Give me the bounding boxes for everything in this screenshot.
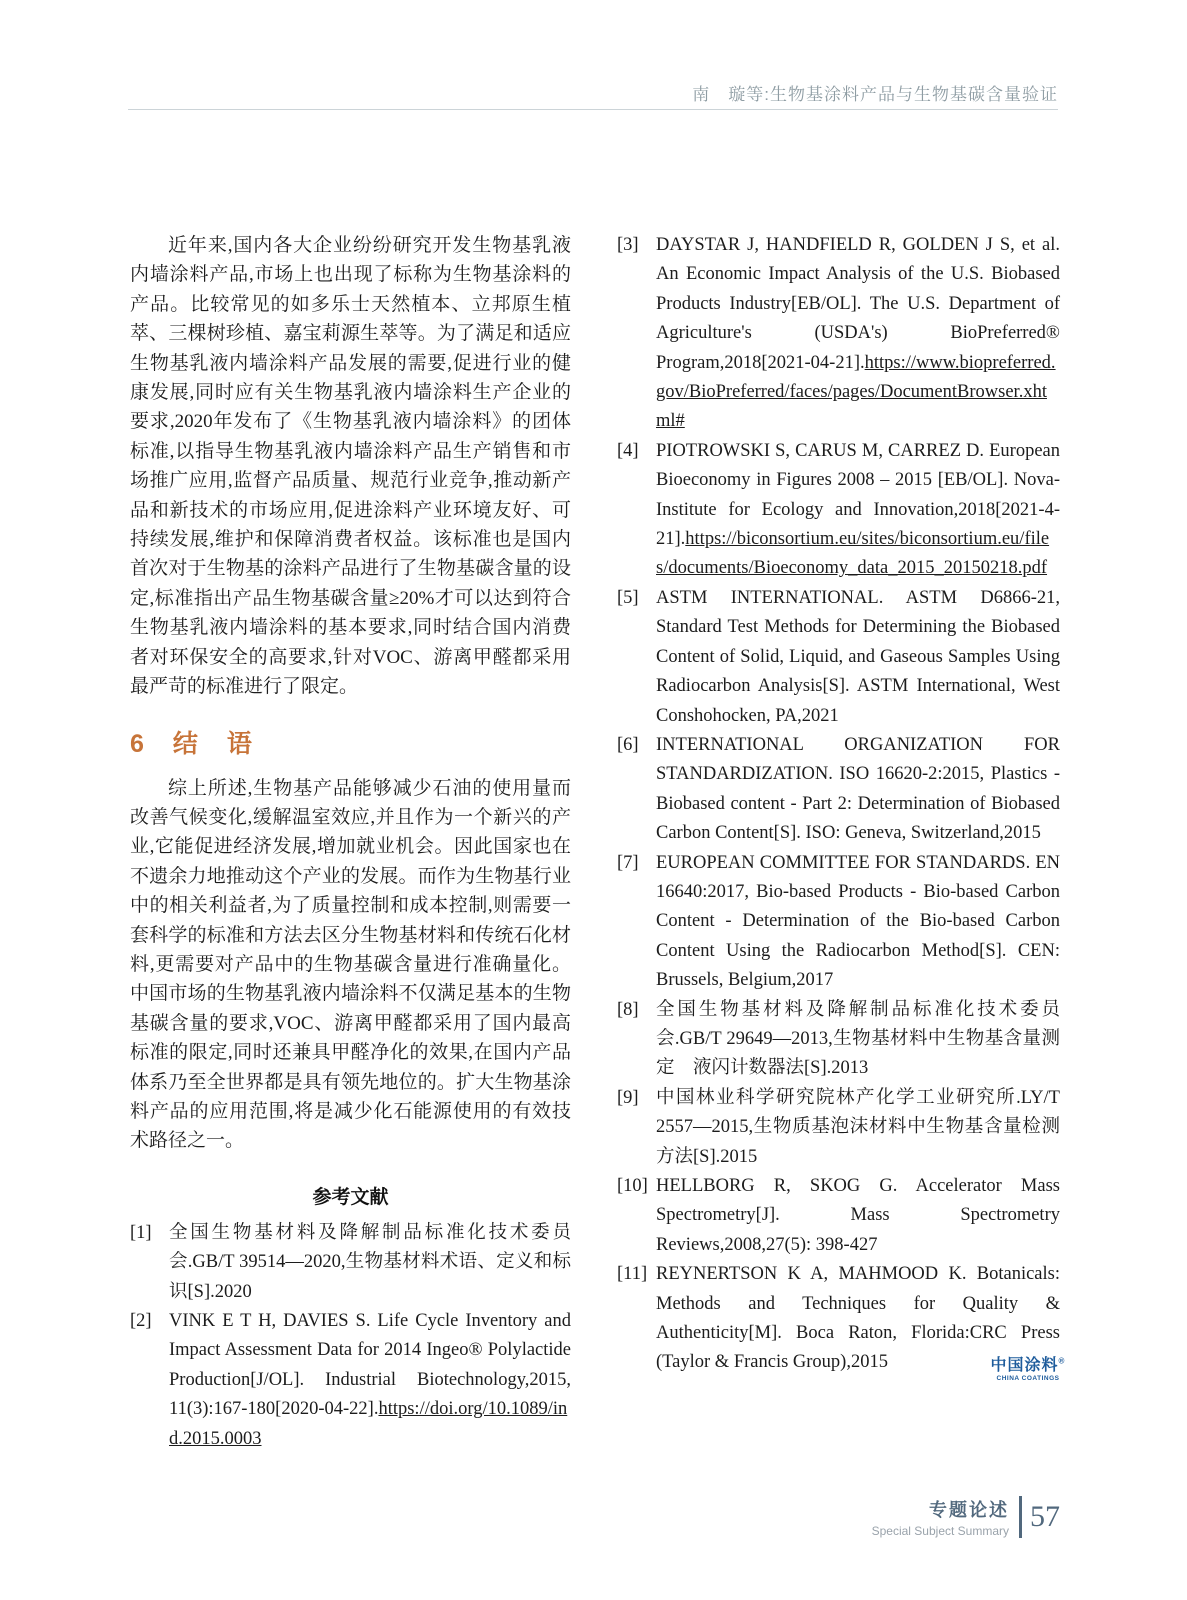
section-heading-conclusion: 6 结 语	[130, 729, 254, 758]
reference-item	[617, 731, 1060, 849]
reference-text: ASTM INTERNATIONAL. ASTM D6866-21, Standard Test Methods for Determining the Biobased Content of Solid, Liquid, and Gaseous Samples Using Radiocarbon Analysis[S]. ASTM International, West Conshohocken, PA,2021	[656, 587, 1060, 726]
reference-item	[617, 996, 1060, 1084]
reference-item	[130, 1219, 571, 1307]
left-column	[130, 231, 571, 1454]
journal-logo-name: 中国涂料	[990, 1357, 1059, 1374]
reference-text: HELLBORG R, SKOG G. Accelerator Mass Spectrometry[J]. Mass Spectrometry Reviews,2008,27(5): 398-427	[656, 1176, 1060, 1255]
reference-url-link[interactable]: https://www.biopreferred.gov/BioPreferred/faces/pages/DocumentBrowser.xhtml#	[656, 352, 1056, 432]
reference-text: VINK E T H, DAVIES S. Life Cycle Inventory and Impact Assessment Data for 2014 Ingeo® Polylactide Production[J/OL]. Industrial Biotechnology,2015, 11(3):167-180[2020-04-22].	[169, 1311, 571, 1420]
reference-text: INTERNATIONAL ORGANIZATION FOR STANDARDIZATION. ISO 16620-2:2015, Plastics - Biobased content - Part 2: Determination of Biobased Carbon Content[S]. ISO: Geneva, Switzerland,2015	[656, 734, 1060, 844]
footer-tag-cn: 专题论述	[929, 1500, 1009, 1520]
reference-item	[617, 1084, 1060, 1172]
reference-number: [8]	[617, 999, 639, 1020]
body-paragraph-intro: 近年来,国内各大企业纷纷研究开发生物基乳液内墙涂料产品,市场上也出现了标称为生物基涂料的产品。比较常见的如多乐士天然植本、立邦原生植萃、三棵树珍植、嘉宝莉源生萃等。为了满足和适应生物基乳液内墙涂料产品发展的需要,促进行业的健康发展,同时应有关生物基乳液内墙涂料生产企业的要求,2020年发布了《生物基乳液内墙涂料》的团体标准,以指导生物基乳液内墙涂料产品生产销售和市场推广应用,监督产品质量、规范行业竞争,推动新产品和新技术的市场应用,促进涂料产业环境友好、可持续发展,维护和保障消费者权益。该标准也是国内首次对于生物基的涂料产品进行了生物基碳含量的设定,标准指出产品生物基碳含量≥20%才可以达到符合生物基乳液内墙涂料的基本要求,同时结合国内消费者对环保安全的高要求,针对VOC、游离甲醛都采用最严苛的标准进行了限定。	[130, 235, 571, 698]
reference-item	[617, 584, 1060, 731]
reference-text: EUROPEAN COMMITTEE FOR STANDARDS. EN 16640:2017, Bio-based Products - Bio-based Carbon Content - Determination of the Bio-based Carbon Content Using the Radiocarbon Method[S]. CEN: Brussels, Belgium,2017	[656, 852, 1060, 991]
reference-item	[130, 1307, 571, 1454]
footer-section-tags	[872, 1496, 1009, 1538]
reference-number: [9]	[617, 1087, 639, 1108]
reference-text: 全国生物基材料及降解制品标准化技术委员会.GB/T 29649—2013,生物基材料中生物基含量测定 液闪计数器法[S].2013	[656, 999, 1060, 1079]
reference-number: [7]	[617, 852, 639, 873]
header-divider-rule	[128, 109, 1058, 110]
reference-url-link[interactable]: https://biconsortium.eu/sites/biconsortium.eu/files/documents/Bioeconomy_data_2015_20150218.pdf	[656, 529, 1050, 579]
journal-logo-cn-text	[988, 1352, 1068, 1375]
page-number: 57	[1030, 1500, 1060, 1533]
reference-list-right	[617, 231, 1060, 1378]
running-header-title: 南 璇等:生物基涂料产品与生物基碳含量验证	[692, 85, 1058, 104]
reference-text: REYNERTSON K A, MAHMOOD K. Botanicals: Methods and Techniques for Quality & Authenticity[M]. Boca Raton, Florida:CRC Press (Taylor & Francis Group),2015	[656, 1264, 1060, 1373]
journal-logo-en-text: CHINA COATINGS	[996, 1375, 1060, 1382]
reference-url-link[interactable]: https://doi.org/10.1089/ind.2015.0003	[169, 1399, 568, 1449]
footer-tag-en: Special Subject Summary	[871, 1524, 1009, 1538]
reference-number: [3]	[617, 235, 639, 255]
reference-number: [5]	[617, 587, 639, 608]
reference-text: 全国生物基材料及降解制品标准化技术委员会.GB/T 39514—2020,生物基材料术语、定义和标识[S].2020	[169, 1222, 571, 1302]
reference-number: [2]	[130, 1311, 152, 1331]
reference-number: [1]	[130, 1222, 152, 1243]
body-paragraph-conclusion: 综上所述,生物基产品能够减少石油的使用量而改善气候变化,缓解温室效应,并且作为一个新兴的产业,它能促进经济发展,增加就业机会。因此国家也在不遗余力地推动这个产业的发展。而作为生物基行业中的相关利益者,为了质量控制和成本控制,则需要一套科学的标准和方法去区分生物基材料和传统石化材料,更需要对产品中的生物基碳含量进行准确量化。中国市场的生物基乳液内墙涂料不仅满足基本的生物基碳含量的要求,VOC、游离甲醛都采用了国内最高标准的限定,同时还兼具甲醛净化的效果,在国内产品体系乃至全世界都是具有领先地位的。扩大生物基涂料产品的应用范围,将是减少化石能源使用的有效技术路径之一。	[130, 777, 571, 1152]
reference-text: PIOTROWSKI S, CARUS M, CARREZ D. European Bioeconomy in Figures 2008 – 2015 [EB/OL]. Nova-Institute for Ecology and Innovation,2018[2021-4-21].	[656, 440, 1060, 550]
reference-text: DAYSTAR J, HANDFIELD R, GOLDEN J S, et al. An Economic Impact Analysis of the U.S. Biobased Products Industry[EB/OL]. The U.S. Department of Agriculture's (USDA's) BioPreferred® Program,2018[2021-04-21].	[656, 235, 1060, 373]
reference-number: [11]	[617, 1264, 648, 1285]
reference-item	[617, 231, 1060, 437]
reference-item	[617, 437, 1060, 584]
reference-list-left	[130, 1219, 571, 1454]
reference-number: [10]	[617, 1176, 648, 1196]
reference-text: 中国林业科学研究院林产化学工业研究所.LY/T 2557—2015,生物质基泡沫材料中生物基含量检测方法[S].2015	[656, 1087, 1060, 1167]
page-footer	[872, 1496, 1060, 1538]
footer-divider-bar	[1019, 1496, 1022, 1538]
registered-trademark-icon: ®	[1058, 1356, 1066, 1366]
right-column	[617, 231, 1060, 1378]
reference-item	[617, 849, 1060, 996]
reference-number: [6]	[617, 734, 639, 755]
reference-number: [4]	[617, 440, 639, 461]
reference-item	[617, 1172, 1060, 1260]
journal-logo	[988, 1352, 1068, 1382]
references-heading: 参考文献	[312, 1186, 389, 1208]
